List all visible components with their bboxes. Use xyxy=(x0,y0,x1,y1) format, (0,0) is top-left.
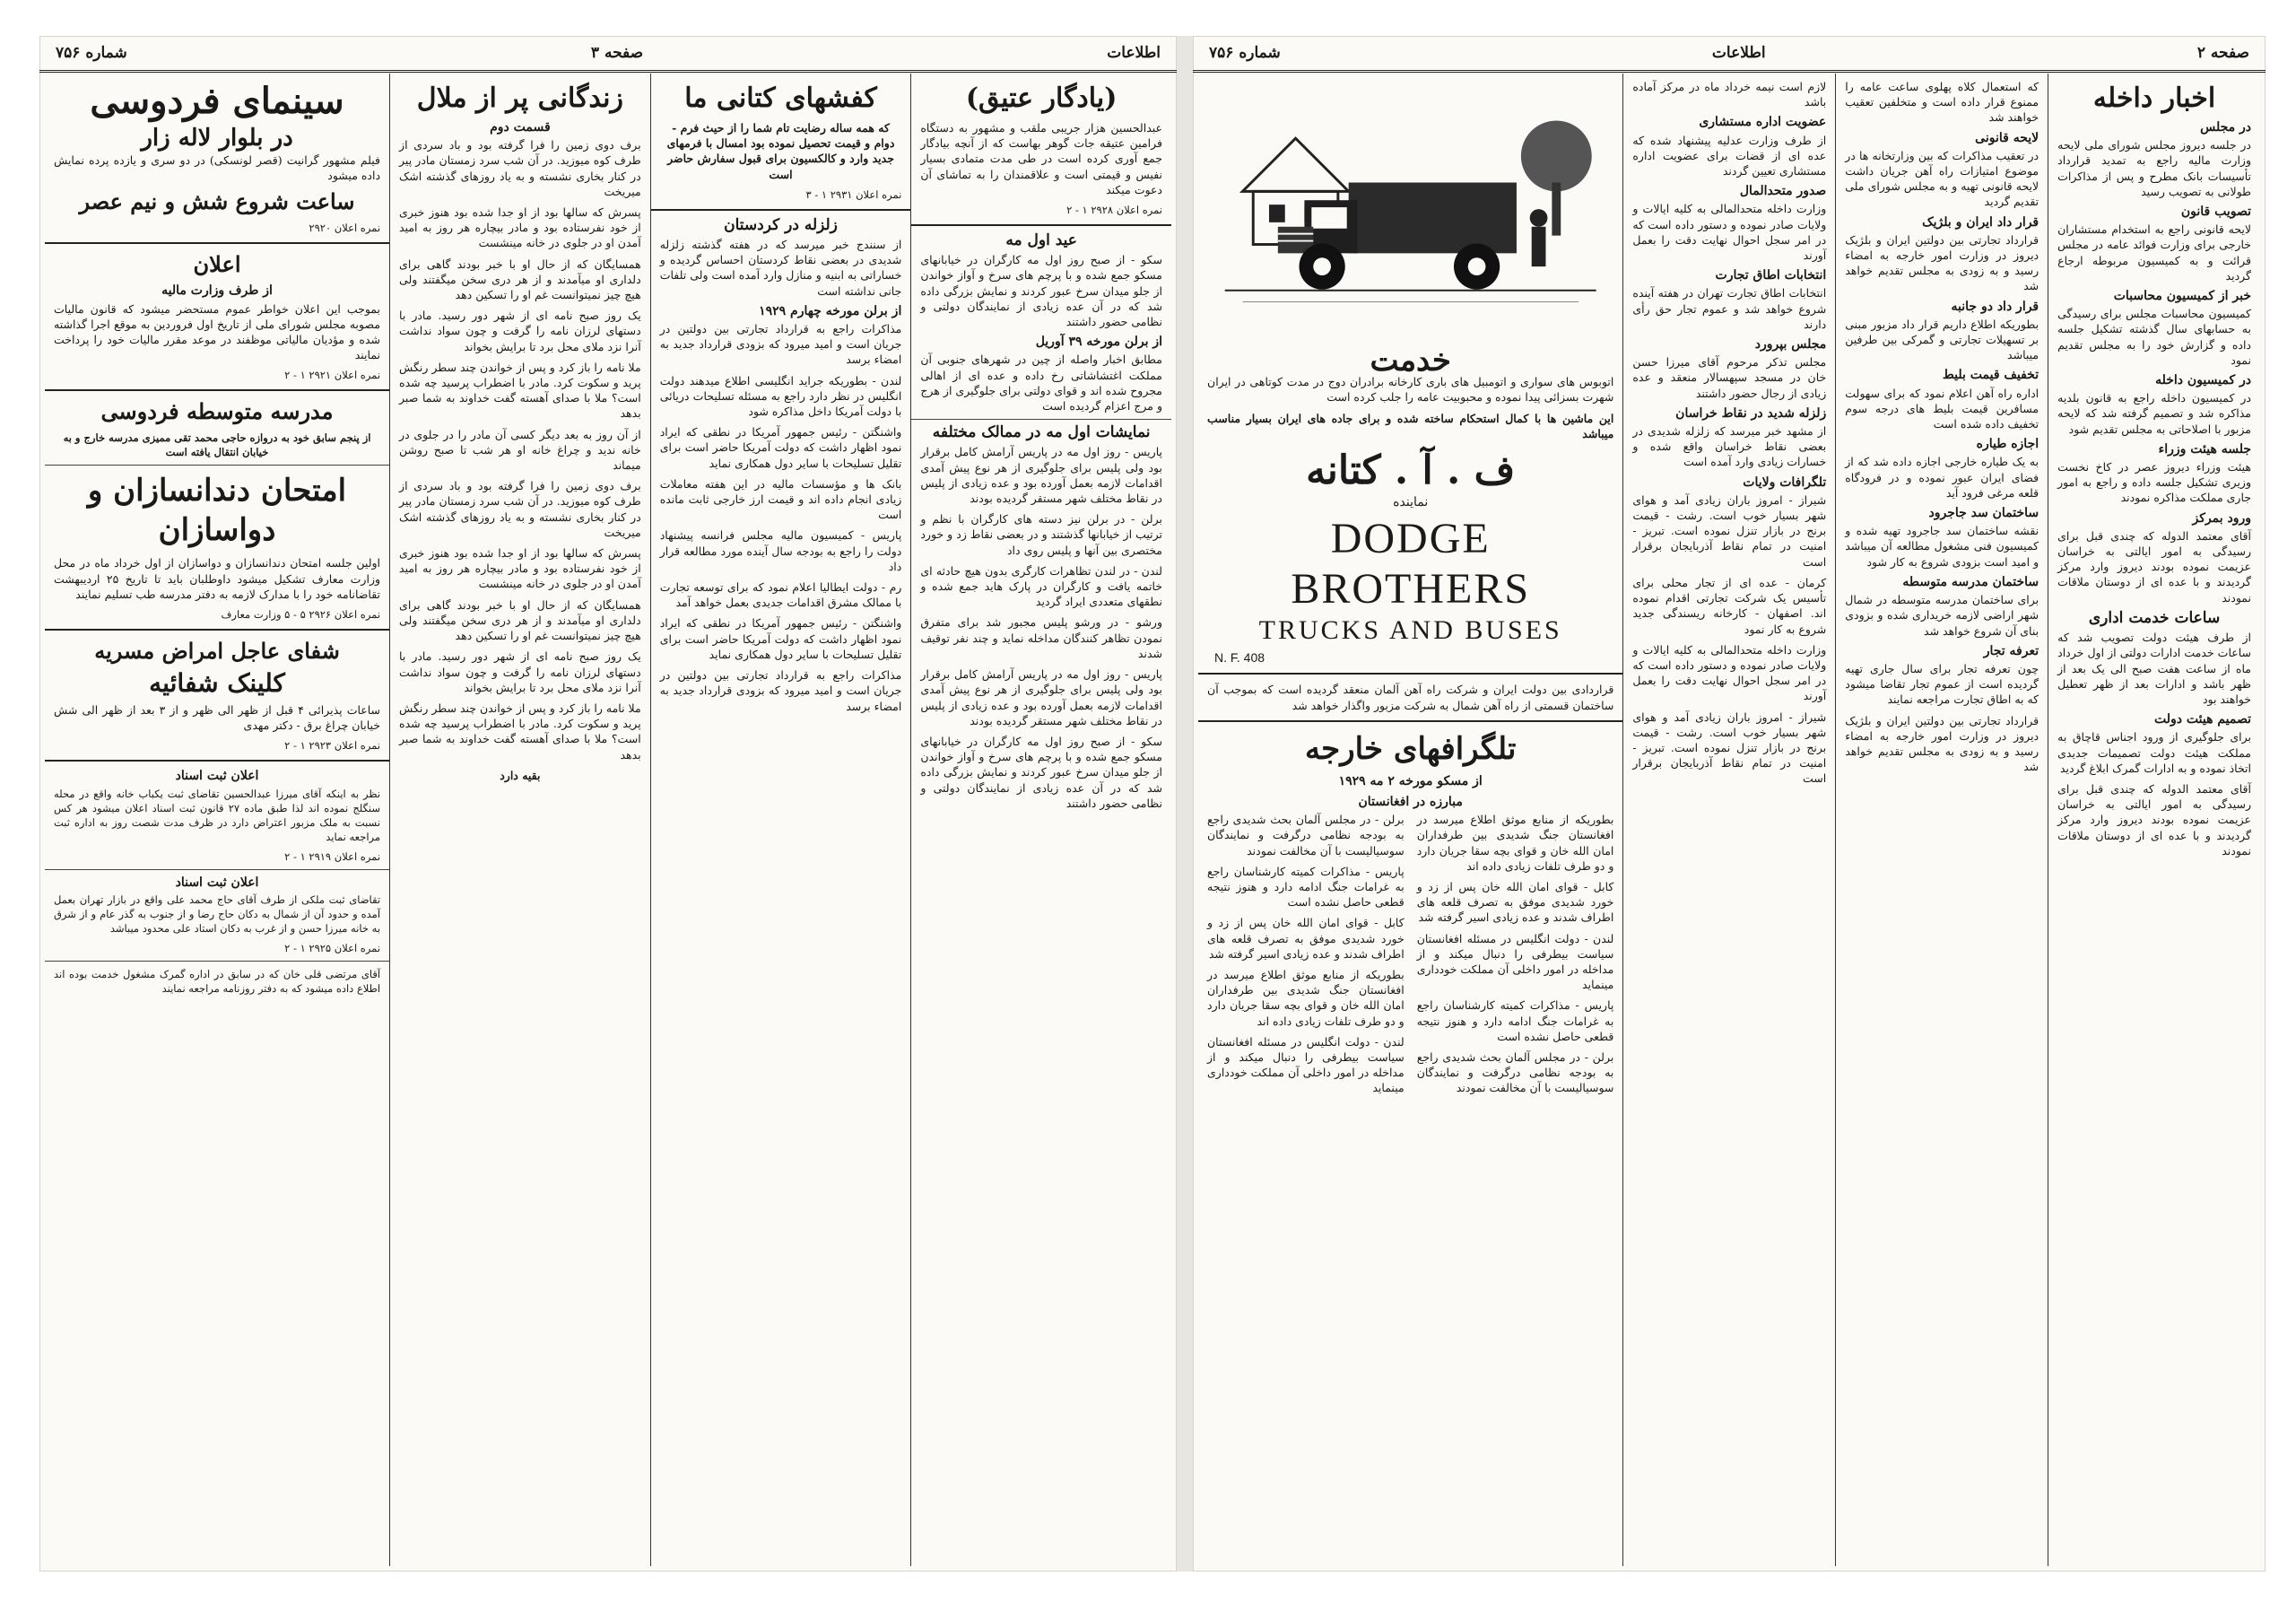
exam-title: امتحان دندانسازان و دواسازان xyxy=(87,473,347,549)
hours-text: از طرف هیئت دولت تصویب شد که ساعات خدمت ادارات دولتی از اول خرداد ماه از ساعت هفت صبح الی یک بعد از ظهر باشد و ادارات بعد از ظهر تعطیل خواهند بود xyxy=(2057,631,2251,706)
london-navy-text: لندن - بطوریکه جراید انگلیسی اطلاع میدهند دولت انگلیس در نظر دارد راجع به مسئله تسلیحات دریائی با دولت آمریکا داخل مذاکره شود xyxy=(659,373,902,419)
left-col-2 xyxy=(650,74,911,1566)
belgium-heading: قرار داد ایران و بلژیک xyxy=(1922,214,2039,230)
telegram-date: از مسکو مورخه ۲ مه ۱۹۲۹ xyxy=(1338,773,1483,788)
mayday-text-repeat: سکو - از صبح روز اول مه کارگران در خیابانهای مسکو جمع شده و با پرچم های سرخ و آواز خواندن از جلو میدان سرخ عبور کردند و نمایش بزرگی داده شد که در آن عده زیادی از نمایندگان دولتی و نظامی حضور داشتند xyxy=(920,734,1162,810)
truck-illustration xyxy=(1207,79,1613,348)
mayday-countries-heading: نمایشات اول مه در ممالک مختلفه xyxy=(932,423,1151,442)
arrival-heading: ورود بمرکز xyxy=(2192,510,2251,526)
bilateral-heading: قرار داد دو جانبه xyxy=(1951,299,2039,314)
berlin-heading: از برلن مورخه ۳۹ آوریل xyxy=(1035,335,1162,350)
right-newspaper-page xyxy=(1193,36,2266,1572)
accounts-heading: خبر از کمیسیون محاسبات xyxy=(2113,289,2251,304)
registry2-text: تقاضای ثبت ملکی از طرف آقای حاج محمد علی واقع در بازار تهران بعمل آمده و حدود آن از شمال به دکان حاج رضا و از جنوب به گذر عام و از شرق به خانه میرزا حسن و از غرب به دکان استاد علی محدود میباشد xyxy=(54,892,381,935)
bill-heading: لایحه قانونی xyxy=(1975,130,2039,145)
left-col-3 xyxy=(389,74,650,1566)
story-p6: از آن روز به بعد دیگر کسی آن مادر را در جلوی در خانه ندید و چراغ خانه او هر شب تا صبح روشن میماند xyxy=(399,427,641,473)
provinces-text: شیراز - امروز باران زیادی آمد و هوای شهر بسیار خوب است. رشت - قیمت برنج در بازار تنزل نموده است. تبریز - امنیت در تمام نقاط آذربایجان برقرار است xyxy=(1632,492,1827,569)
left-newspaper-page xyxy=(39,36,1177,1572)
dodge-brand: DODGE BROTHERS xyxy=(1291,515,1531,614)
intro-text: لازم است نیمه خرداد ماه در مرکز آماده باشد xyxy=(1632,80,1827,109)
domestic-news-title: اخبار داخله xyxy=(2092,83,2216,114)
left-masthead-left: شماره ۷۵۶ xyxy=(56,44,127,62)
circular-heading: صدور متحدالمال xyxy=(1739,184,1827,199)
school-build-heading: ساختمان مدرسه متوسطه xyxy=(1902,574,2039,589)
agent-label: نماینده xyxy=(1393,495,1429,510)
school-title: مدرسه متوسطه فردوسی xyxy=(100,398,334,425)
law-text: لایحه قانونی راجع به استخدام مستشاران خارجی برای وزارت فوائد عامه در مجلس قرائت و به کمیسیون مربوطه ارجاع گردید xyxy=(2057,222,2251,283)
cinema-title: سینمای فردوسی xyxy=(90,80,344,122)
notice-source: از طرف وزارت مالیه xyxy=(161,283,273,299)
story-p2: پسرش که سالها بود از او جدا شده بود هنوز خبری از خود نفرستاده بود و مادر بیچاره هر روز به امید آمدن او در جلوی در خانه مینشست xyxy=(399,205,641,250)
right-masthead-center: اطلاعات xyxy=(1711,44,1766,62)
left-masthead xyxy=(39,36,1177,73)
london-afghan-text-2: لندن - دولت انگلیس در مسئله افغانستان سیاست بیطرفی را دنبال میکند و از مداخله در امور داخلی آن مملکت خودداری مینماید xyxy=(1207,1034,1405,1095)
law-heading: تصویب قانون xyxy=(2180,205,2251,220)
quake-text: از سنندج خبر میرسد که در هفته گذشته زلزله شدیدی در بعضی نقاط کردستان احساس گردیده و خساراتی به ابنیه و منازل وارد آمده است ولی تلفات جانی نداشته است xyxy=(659,238,902,298)
service-text-2: این ماشین ها با کمال استحکام ساخته شده و برای جاده های ایران بسیار مناسب میباشد xyxy=(1207,411,1614,440)
shoes-ad-number: نمره اعلان ۲۹۳۱ ۱ - ۳ xyxy=(805,187,902,201)
dam-heading: ساختمان سد جاجرود xyxy=(1928,506,2039,521)
registry-text: نظر به اینکه آقای میرزا عبدالحسین تقاضای ثبت یکباب خانه واقع در محله سنگلج نموده اند لذا طبق ماده ۲۷ قانون ثبت اسناد اعلان میشود هر کس نسبت به ملک مزبور اعتراض دارد در ظرف مدت شصت روز به اداره ثبت مراجعه نماید xyxy=(54,787,381,843)
exam-number: نمره اعلان ۲۹۲۶ ۵ - ۵ وزارت معارف xyxy=(221,608,381,622)
clinic-name: کلینک شفائیه xyxy=(149,668,285,699)
kabul-text: کابل - قوای امان الله خان پس از زد و خورد شدیدی موفق به تصرف قلعه های اطراف شدند و عده زیادی اسیر گرفته شد xyxy=(1416,880,1614,925)
registry2-title: اعلان ثبت اسناد xyxy=(175,875,259,890)
decision-text: برای جلوگیری از ورود اجناس قاچاق به مملکت هیئت دولت تصمیمات جدیدی اتخاذ نموده و به ادارات گمرک ابلاغ گردید xyxy=(2057,730,2251,775)
parliament-text: در جلسه دیروز مجلس شورای ملی لایحه وزارت مالیه راجع به تمدید قرارداد تأسیسات بانک مطرح و پس از مذاکرات طولانی به تصویب رسید xyxy=(2057,138,2251,198)
dodge-ad xyxy=(1207,514,1613,666)
hat-text: که استعمال کلاه پهلوی ساعت عامه را ممنوع قرار داده است و متخلفین تعقیب خواهند شد xyxy=(1845,80,2039,125)
left-masthead-center: صفحه ۳ xyxy=(590,44,644,62)
berlin-date-heading: از برلن مورخه چهارم ۱۹۲۹ xyxy=(759,303,902,318)
paris-budget-text: پاریس - کمیسیون مالیه مجلس فرانسه پیشنهاد دولت را راجع به بودجه سال آینده مورد مطالعه قرار داد xyxy=(659,528,902,573)
foreign-telegrams-title: تلگرافهای خارجه xyxy=(1304,730,1517,767)
left-col-4 xyxy=(45,74,389,1566)
story-p3-repeat: همسایگان که از حال او با خبر بودند گاهی برای دلداری او میآمدند و از هر دری سخن میگفتند ولی هیچ چیز نمیتوانست غم او را تسکین دهد xyxy=(399,597,641,643)
memorial-heading: مجلس بپرورد xyxy=(1754,337,1827,353)
arrival-text: آقای معتمد الدوله که چندی قبل برای رسیدگی به امور ایالتی به خراسان عزیمت نموده بودند دیروز وارد مرکز گردیدند و با عده ای از دوستان ملاقات نمودند xyxy=(2057,528,2251,605)
paris-text-repeat: پاریس - روز اول مه در پاریس آرامش کامل برقرار بود ولی پلیس برای جلوگیری از هر نوع پیش آمدی اقدامات لازمه بعمل آورده بود و عده زیادی از پلیس در نقاط مختلف شهر مستقر گردیده بودند xyxy=(920,667,1162,727)
elections-heading: انتخابات اطاق تجارت xyxy=(1715,268,1827,283)
railway-text: قراردادی بین دولت ایران و شرکت راه آهن آلمان منعقد گردیده است که بموجب آن ساختمان قسمتی از راه آهن شمال به شرکت مزبور واگذار خواهد شد xyxy=(1207,683,1614,712)
belgium-text: قرارداد تجارتی بین دولتین ایران و بلژیک دیروز در وزارت امور خارجه به امضاء رسید و به زودی به مجلس تقدیم خواهد شد xyxy=(1845,232,2039,293)
washington-text-repeat: واشنگتن - رئیس جمهور آمریکا در نطقی که ایراد نمود اظهار داشت که دولت آمریکا حاضر است برای تقلیل تسلیحات با سایر دول همکاری نماید xyxy=(659,616,902,661)
story-p3: همسایگان که از حال او با خبر بودند گاهی برای دلداری او میآمدند و از هر دری سخن میگفتند ولی هیچ چیز نمیتوانست غم او را تسکین دهد xyxy=(399,257,641,302)
mayday-text: سکو - از صبح روز اول مه کارگران در خیابانهای مسکو جمع شده و با پرچم های سرخ و آواز خواندن از جلو میدان سرخ عبور کردند و نمایش بزرگی داده شد که در آن عده زیادی از نمایندگان دولتی و نظامی حضور داشتند xyxy=(920,253,1162,329)
afghanistan-heading: مبارزه در افغانستان xyxy=(1358,795,1463,810)
decision-heading: تصمیم هیئت دولت xyxy=(2153,712,2251,727)
right-col-1 xyxy=(2048,74,2260,1566)
afghanistan-text: بطوریکه از منابع موثق اطلاع میرسد در افغانستان جنگ شدیدی بین طرفداران امان الله خان و قوای بچه سقا جریان دارد و دو طرف تلفات زیادی داده اند xyxy=(1416,813,1614,873)
provinces-text-2: کرمان - عده ای از تجار محلی برای تأسیس یک شرکت تجارتی اقدام نموده اند. اصفهان - کارخانه ریسندگی جدید شروع به کار نمود xyxy=(1632,575,1827,636)
registry-title: اعلان ثبت اسناد xyxy=(175,769,259,784)
airplane-text: به یک طیاره خارجی اجازه داده شد که از فضای ایران عبور نموده و در فرودگاه قلعه مرغی فرود آید xyxy=(1845,455,2039,500)
exam-text: اولین جلسه امتحان دندانسازان و دواسازان از اول خرداد ماه در محل وزارت معارف تشکیل میشود داوطلبان باید تا تاریخ ۲۵ اردیبهشت تقاضانامه خود را با مدارک لازمه به دفتر مدرسه طب تسلیم نمایند xyxy=(54,556,381,601)
bill-text: در تعقیب مذاکرات که بین وزارتخانه ها در موضوع امتیازات راه آهن جریان داشت لایحه قانونی تهیه و به مجلس شورای ملی تقدیم گردید xyxy=(1845,148,2039,209)
advisory-text: از طرف وزارت عدلیه پیشنهاد شده که عده ای از قضات برای عضویت اداره مستشاری تعیین گردند xyxy=(1632,133,1827,178)
cinema-time: ساعت شروع شش و نیم عصر xyxy=(79,188,355,215)
hours-heading: ساعات خدمت اداری xyxy=(2088,608,2221,627)
circular-text-repeat: وزارت داخله متحدالمالی به کلیه ایالات و ولایات صادر نموده و دستور داده است که در امر سجل احوال نهایت دقت را بعمل آورند xyxy=(1632,642,1827,703)
clinic-number: نمره اعلان ۲۹۲۳ ۱ - ۲ xyxy=(284,739,381,753)
registry-number: نمره اعلان ۲۹۱۹ ۱ - ۲ xyxy=(284,849,381,863)
notice-text: بموجب این اعلان خواطر عموم مستحضر میشود که قانون مالیات مصوبه مجلس شورای ملی از تاریخ اول فروردین به موقع اجرا گذاشته شده و مؤدیان مالیاتی موظفند در موعد مقرر مالیات خود را پرداخت نمایند xyxy=(54,301,381,362)
story-continued: بقیه دارد xyxy=(500,768,541,782)
school-text: از پنجم سابق خود به دروازه حاجی محمد تقی ممیزی مدرسه خارج و به خیابان انتقال یافته است xyxy=(63,431,371,459)
right-masthead xyxy=(1193,36,2266,73)
antique-title: (یادگار عتیق) xyxy=(965,83,1118,114)
shoes-title: کفشهای کتانی ما xyxy=(684,83,877,114)
circular-text: وزارت داخله متحدالمالی به کلیه ایالات و ولایات صادر نموده و دستور داده است که در امر سجل احوال نهایت دقت را بعمل آورند xyxy=(1632,202,1827,263)
berlin-military-text: برلن - در مجلس آلمان بحث شدیدی راجع به بودجه نظامی درگرفت و نمایندگان سوسیالیست با آن مخالفت نمودند xyxy=(1416,1050,1614,1095)
khorasan-quake-heading: زلزله شدید در نقاط خراسان xyxy=(1675,405,1827,421)
interior-text: در کمیسیون داخله راجع به قانون بلدیه مذاکره شد و تصمیم گرفته شد که لایحه مزبور با اصلاحاتی به مجلس تقدیم شود xyxy=(2057,391,2251,436)
khorasan-quake-text: از مشهد خبر میرسد که زلزله شدیدی در بعضی نقاط خراسان واقع شده و خسارات زیادی وارد آمده است xyxy=(1632,424,1827,469)
merchants-text: چون تعرفه تجار برای سال جاری تهیه گردیده است از عموم تجار تقاضا میشود که به اطاق تجارت مراجعه نمایند xyxy=(1845,661,2039,707)
shoes-text: که همه ساله رضایت تام شما را از حیث فرم - دوام و قیمت تحصیل نموده بود امسال با فرمهای جدید وارد و کالکسیون برای قبول سفارش حاضر است xyxy=(666,121,895,181)
page-gutter xyxy=(1177,36,1193,1572)
story-p1: برف دوی زمین را فرا گرفته بود و باد سردی از طرف کوه میوزید. در آن شب سرد زمستان مادر پیر در کنار بخاری نشسته و به یاد روزهای گذشته اشک میریخت xyxy=(399,138,641,198)
notice-number: نمره اعلان ۲۹۲۱ ۱ - ۲ xyxy=(284,369,381,382)
airplane-heading: اجازه طیاره xyxy=(1976,437,2039,452)
berlin-text-2: برلن - در برلن نیز دسته های کارگران با نظم و ترتیب از خیابانها گذشتند و در بعضی نقاط زد و خورد مختصری بین آنها و پلیس روی داد xyxy=(920,512,1162,557)
provinces-text-repeat: شیراز - امروز باران زیادی آمد و هوای شهر بسیار خوب است. رشت - قیمت برنج در بازار تنزل نموده است. تبریز - امنیت در تمام نقاط آذربایجان برقرار است xyxy=(1632,710,1827,786)
london-text: لندن - در لندن تظاهرات کارگری بدون هیچ حادثه ای خاتمه یافت و کارگران در پارک هاید جمع شده و نطقهای متعددی ایراد گردید xyxy=(920,563,1162,609)
berlin-text: مطابق اخبار واصله از چین در شهرهای جنوبی آن مملکت اغتشاشاتی رخ داده و عده ای از اهالی مجروح شده اند و قوای دولتی برای جلوگیری از هرج و مرج اعزام گردیده است xyxy=(920,353,1162,414)
notice-title: اعلان xyxy=(193,251,241,278)
merchants-heading: تعرفه تجار xyxy=(1983,643,2039,658)
provinces-heading: تلگرافات ولایات xyxy=(1743,475,1827,490)
parliament-heading: در مجلس xyxy=(2200,120,2251,135)
london-afghan-text: لندن - دولت انگلیس در مسئله افغانستان سیاست بیطرفی را دنبال میکند و از مداخله در امور داخلی آن مملکت خودداری مینماید xyxy=(1416,931,1614,992)
cinema-location: در بلوار لاله زار xyxy=(141,125,293,152)
memorial-text: مجلس تذکر مرحوم آقای میرزا حسن خان در مسجد سپهسالار منعقد و عده زیادی از رجال حضور داشتند xyxy=(1632,355,1827,400)
cabinet-text: هیئت وزراء دیروز عصر در کاخ نخست وزیری تشکیل جلسه داده و راجع به امور جاری مملکت مذاکره نمودند xyxy=(2057,460,2251,505)
cinema-text: فیلم مشهور گرانیت (قصر لونسکی) در دو سری و یازده پرده نمایش داده میشود xyxy=(54,153,381,183)
interior-heading: در کمیسیون داخله xyxy=(2155,373,2251,388)
clinic-text: ساعات پذیرائی ۴ قبل از ظهر الی ظهر و از ۳ بعد از ظهر الی شش خیابان چراغ برق - دکتر مهدی xyxy=(54,703,381,733)
ticket-heading: تخفیف قیمت بلیط xyxy=(1942,368,2039,383)
story-title: زندگانی پر از ملال xyxy=(416,83,623,114)
dam-text: نقشه ساختمان سد جاجرود تهیه شده و کمیسیون فنی مشغول مطالعه آن میباشد و امید است بزودی شروع به کار شود xyxy=(1845,524,2039,569)
clinic-title: شفای عاجل امراض مسریه xyxy=(94,638,340,665)
rome-text: رم - دولت ایطالیا اعلام نمود که برای توسعه تجارت با ممالک مشرق اقدامات جدیدی بعمل خواهد آمد xyxy=(659,580,902,610)
right-masthead-right: صفحه ۲ xyxy=(2196,44,2249,62)
registry2-number: نمره اعلان ۲۹۲۵ ۱ - ۲ xyxy=(284,941,381,954)
bilateral-text: بطوریکه اطلاع داریم قرار داد مزبور مبنی بر تسهیلات تجارتی و گمرکی بین طرفین میباشد xyxy=(1845,317,2039,362)
afghanistan-text-2: بطوریکه از منابع موثق اطلاع میرسد در افغانستان جنگ شدیدی بین طرفداران امان الله خان و قوای بچه سقا جریان دارد و دو طرف تلفات زیادی داده اند xyxy=(1207,968,1405,1028)
quake-heading: زلزله در کردستان xyxy=(724,215,838,234)
truck-icon xyxy=(1207,83,1613,344)
cabinet-heading: جلسه هیئت وزراء xyxy=(2158,441,2251,457)
mayday-heading: عید اول مه xyxy=(1005,231,1077,250)
advisory-heading: عضویت اداره مستشاری xyxy=(1699,115,1827,130)
trade-text-repeat: مذاکرات راجع به قرارداد تجارتی بین دولتین در جریان است و امید میرود که بزودی قرارداد جدید به امضاء برسد xyxy=(659,668,902,713)
elections-text: انتخابات اطاق تجارت تهران در هفته آینده شروع خواهد شد و عموم تجار حق رأی دارند xyxy=(1632,286,1827,331)
arrival-text-repeat: آقای معتمد الدوله که چندی قبل برای رسیدگی به امور ایالتی به خراسان عزیمت نموده بودند دیروز وارد مرکز گردیدند و با عده ای از دوستان ملاقات نمودند xyxy=(2057,781,2251,858)
story-p1-repeat: برف دوی زمین را فرا گرفته بود و باد سردی از طرف کوه میوزید. در آن شب سرد زمستان مادر پیر در کنار بخاری نشسته و به یاد روزهای گذشته اشک میریخت xyxy=(399,479,641,539)
personal-notice: آقای مرتضی قلی خان که در سابق در اداره گمرک مشغول خدمت بوده اند اطلاع داده میشود که به دفتر روزنامه مراجعه نمایند xyxy=(54,967,381,995)
service-text: اتوبوس های سواری و اتومبیل های باری کارخانه برادران دوج در مدت کوتاهی در ایران شهرت بسزائی پیدا نموده و محبوبیت عامه را جلب کرده است xyxy=(1207,375,1614,405)
right-col-4 xyxy=(1198,74,1622,1566)
washington-text: واشنگتن - رئیس جمهور آمریکا در نطقی که ایراد نمود اظهار داشت که دولت آمریکا حاضر است برای تقلیل تسلیحات با سایر دول همکاری نماید xyxy=(659,425,902,470)
left-col-1 xyxy=(910,74,1171,1566)
warsaw-text: ورشو - در ورشو پلیس مجبور شد برای متفرق نمودن تظاهر کنندگان مداخله نماید و چند نفر توقیف شدند xyxy=(920,615,1162,660)
agent-name: ف . آ . کتانه xyxy=(1306,448,1516,494)
left-masthead-right: اطلاعات xyxy=(1107,44,1161,62)
ad-number: نمره اعلان ۲۹۲۸ ۱ - ۲ xyxy=(1066,204,1162,217)
story-p4: یک روز صبح نامه ای از شهر دور رسید. مادر با دستهای لرزان نامه را گرفت و چون سواد نداشت آنرا نزد ملای محل برد تا برایش بخواند xyxy=(399,309,641,353)
right-masthead-left: شماره ۷۵۶ xyxy=(1209,44,1281,62)
story-part: قسمت دوم xyxy=(490,120,551,135)
right-col-3 xyxy=(1622,74,1835,1566)
banks-text: بانک ها و مؤسسات مالیه در این هفته معاملات زیادی انجام داده اند و قیمت ارز خارجی ثابت مانده است xyxy=(659,476,902,522)
dodge-subtitle: TRUCKS AND BUSES xyxy=(1258,615,1562,646)
ticket-text: اداره راه آهن اعلام نمود که برای سهولت مسافرین قیمت بلیط های درجه سوم تخفیف داده شده است xyxy=(1845,386,2039,431)
berlin-military-text-2: برلن - در مجلس آلمان بحث شدیدی راجع به بودجه نظامی درگرفت و نمایندگان سوسیالیست با آن مخالفت نمودند xyxy=(1207,813,1405,858)
accounts-text: کمیسیون محاسبات مجلس برای رسیدگی به حسابهای سال گذشته تشکیل جلسه داده و گزارش خود را به مجلس تقدیم نمود xyxy=(2057,307,2251,367)
story-p2-repeat: پسرش که سالها بود از او جدا شده بود هنوز خبری از خود نفرستاده بود و مادر بیچاره هر روز به امید آمدن او در جلوی در خانه مینشست xyxy=(399,546,641,591)
paris-reparations-text: پاریس - مذاکرات کمیته کارشناسان راجع به غرامات جنگ ادامه دارد و هنوز نتیجه قطعی حاصل نشده است xyxy=(1416,998,1614,1043)
paris-text: پاریس - روز اول مه در پاریس آرامش کامل برقرار بود ولی پلیس برای جلوگیری از هر نوع پیش آمدی اقدامات لازمه بعمل آورده بود و عده زیادی از پلیس در نقاط مختلف شهر مستقر گردیده بودند xyxy=(920,445,1162,506)
belgium-text-repeat: قرارداد تجارتی بین دولتین ایران و بلژیک دیروز در وزارت امور خارجه به امضاء رسید و به زودی به مجلس تقدیم خواهد شد xyxy=(1845,713,2039,774)
service-heading: خدمت xyxy=(1370,343,1451,379)
paris-reparations-text-2: پاریس - مذاکرات کمیته کارشناسان راجع به غرامات جنگ ادامه دارد و هنوز نتیجه قطعی حاصل نشده است xyxy=(1207,864,1405,910)
kabul-text-2: کابل - قوای امان الله خان پس از زد و خورد شدیدی موفق به تصرف قلعه های اطراف شدند و عده زیادی اسیر گرفته شد xyxy=(1207,916,1405,961)
right-col-2 xyxy=(1835,74,2048,1566)
story-p5-repeat: ملا نامه را باز کرد و پس از خواندن چند سطر رنگش پرید و سکوت کرد. مادر با اضطراب پرسید چه شده است؟ ملا با صدای آهسته گفت خداوند به شما صبر بدهد xyxy=(399,701,641,762)
school-build-text: برای ساختمان مدرسه متوسطه در شمال شهر اراضی لازمه خریداری شده و بزودی بنای آن شروع خواهد شد xyxy=(1845,593,2039,638)
dodge-ad-number: N. F. 408 xyxy=(1214,650,1265,666)
cinema-ad-number: نمره اعلان ۲۹۲۰ xyxy=(309,222,381,235)
trade-text: مذاکرات راجع به قرارداد تجارتی بین دولتین در جریان است و امید میرود که بزودی قرارداد جدید به امضاء برسد xyxy=(659,322,902,367)
antique-text: عبدالحسین هزار جریبی ملقب و مشهور به دستگاه فرامین عتیقه جات گوهر بهاست که از آنچه بیادگار جمع آوری کرده است در طی مدت متمادی بسیار نفیس و قیمتی است و علاقمندان را به تماشای آن دعوت میکند xyxy=(920,121,1162,196)
story-p4-repeat: یک روز صبح نامه ای از شهر دور رسید. مادر با دستهای لرزان نامه را گرفت و چون سواد نداشت آنرا نزد ملای محل برد تا برایش بخواند xyxy=(399,649,641,694)
story-p5: ملا نامه را باز کرد و پس از خواندن چند سطر رنگش پرید و سکوت کرد. مادر با اضطراب پرسید چه شده است؟ ملا با صدای آهسته گفت خداوند به شما صبر بدهد xyxy=(399,360,641,421)
